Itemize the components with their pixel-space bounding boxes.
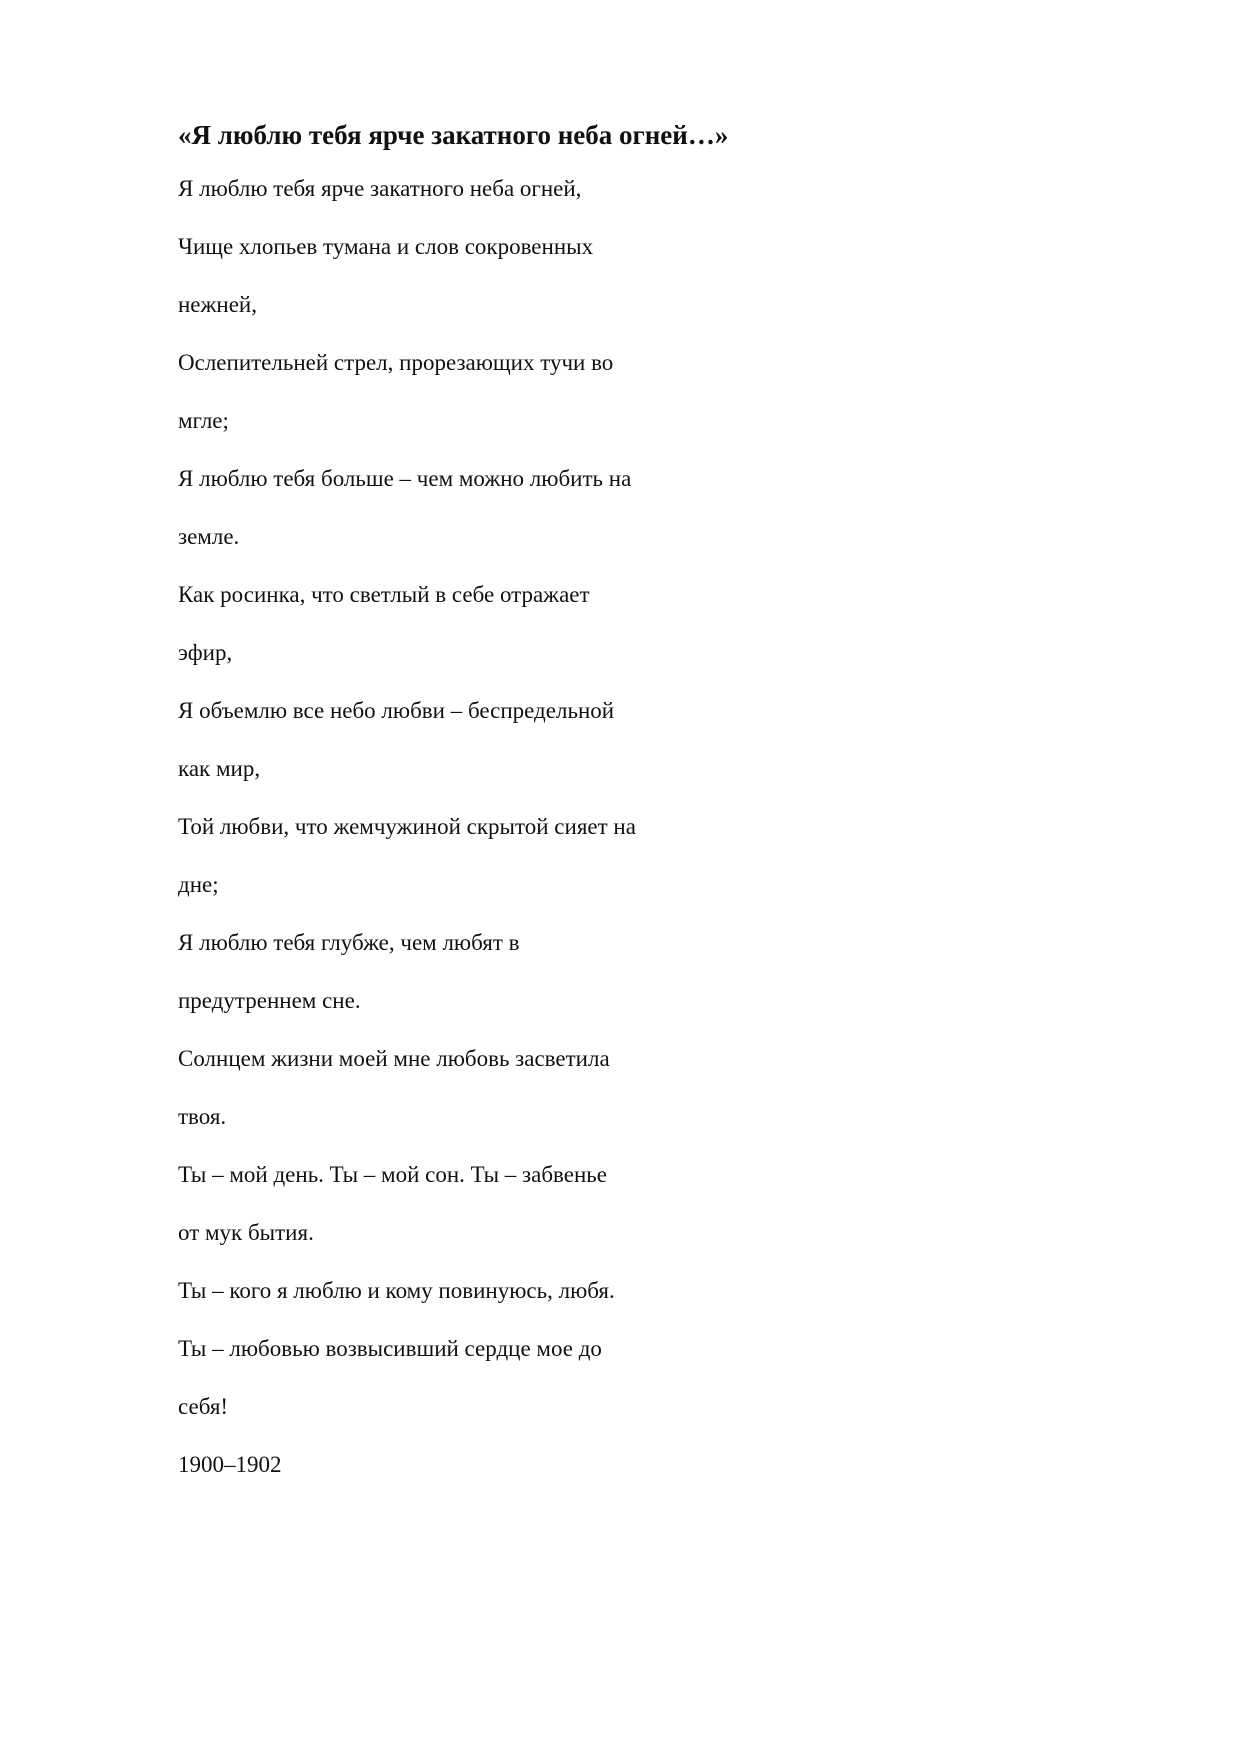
poem-title: «Я люблю тебя ярче закатного неба огней…»: [178, 120, 729, 150]
poem-line: эфир,: [178, 640, 233, 665]
poem-line: дне;: [178, 872, 219, 897]
poem-content: [178, 110, 1078, 1494]
poem-line: предутреннем сне.: [178, 988, 361, 1013]
poem-line: Я люблю тебя больше – чем можно любить на: [178, 466, 632, 491]
poem-line: мгле;: [178, 408, 229, 433]
poem-line: твоя.: [178, 1104, 227, 1129]
poem-line: Ты – кого я люблю и кому повинуюсь, любя.: [178, 1278, 615, 1303]
poem-line: Чище хлопьев тумана и слов сокровенных: [178, 234, 594, 259]
poem-lines: [178, 160, 1078, 1436]
poem-line: Ты – мой день. Ты – мой сон. Ты – забвенье: [178, 1162, 607, 1187]
poem-line: Ослепительней стрел, прорезающих тучи во: [178, 350, 614, 375]
poem-line: Я люблю тебя ярче закатного неба огней,: [178, 176, 582, 201]
poem-date: 1900–1902: [178, 1452, 282, 1477]
poem-line: Той любви, что жемчужиной скрытой сияет на: [178, 814, 636, 839]
poem-line: себя!: [178, 1394, 229, 1419]
poem-line: Солнцем жизни моей мне любовь засветила: [178, 1046, 610, 1071]
poem-line: как мир,: [178, 756, 261, 781]
poem-line: от мук бытия.: [178, 1220, 314, 1245]
poem-line: земле.: [178, 524, 240, 549]
poem-line: Как росинка, что светлый в себе отражает: [178, 582, 590, 607]
poem-line: Я люблю тебя глубже, чем любят в: [178, 930, 520, 955]
poem-line: Я объемлю все небо любви – беспредельной: [178, 698, 615, 723]
poem-line: нежней,: [178, 292, 257, 317]
poem-line: Ты – любовью возвысивший сердце мое до: [178, 1336, 602, 1361]
